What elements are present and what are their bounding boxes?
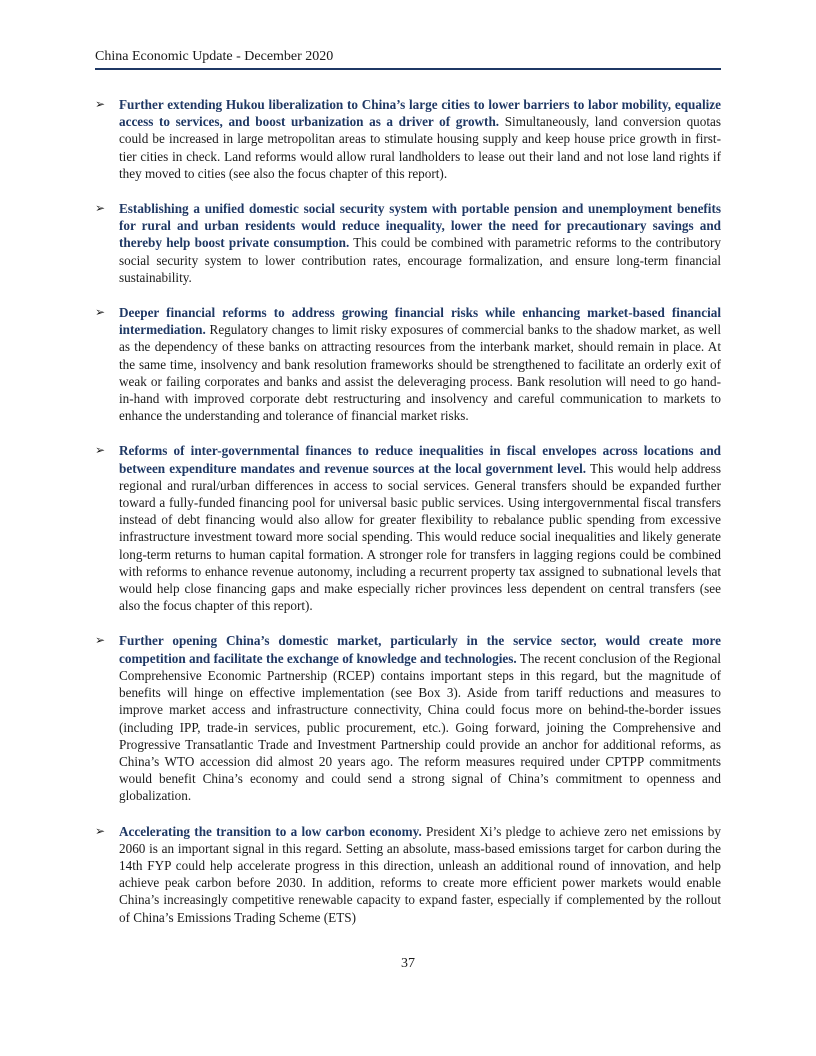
bullet-lead: Reforms of inter-governmental finances to reduce inequalities in fiscal envelopes across locations and between expenditure mandates and revenue sources at the local government level. <box>119 443 721 476</box>
bullet-item-intergovernmental-finances <box>95 442 721 614</box>
arrowhead-bullet-icon: ➢ <box>95 823 106 838</box>
bullet-body: Regulatory changes to limit risky exposures of commercial banks to the shadow market, as well as the dependency of these banks on attracting resources from the interbank market, should remain in place. At the same time, insolvency and bank resolution frameworks should be strengthened to facilitate an orderly exit of weak or failing corporates and banks and assist the deleveraging process. Bank resolution will need to go hand-in-hand with improved corporate debt restructuring and insolvency and careful communication to markets to enhance the understanding and tolerance of financial market risks. <box>119 322 721 424</box>
bullet-lead: Further extending Hukou liberalization to China’s large cities to lower barriers to labor mobility, equalize access to services, and boost urbanization as a driver of growth. <box>119 97 721 130</box>
bullet-item-hukou <box>95 96 721 182</box>
arrowhead-bullet-icon: ➢ <box>95 633 106 648</box>
bullet-body: This would help address regional and rural/urban differences in access to social services. General transfers should be expanded further toward a fully-funded financing pool for universal basic public services. Using intergovernmental fiscal transfers instead of debt financing would also allow for greater flexibility to rebalance public spending from excessive infrastructure investment toward more social spending. This would reduce social inequalities and likely generate long-term returns to human capital formation. A stronger role for transfers in lagging regions could be combined with reforms to enhance revenue autonomy, including a recurrent property tax assigned to subnational levels that would help close financing gaps and make especially richer provinces less dependent on central transfers (see also the focus chapter of this report). <box>119 460 721 614</box>
bullet-body: This could be combined with parametric reforms to the contributory social security system to lower contribution rates, encourage formalization, and ensure long-term financial sustainability. <box>119 235 721 285</box>
bullet-lead: Further opening China’s domestic market, particularly in the service sector, would create more competition and facilitate the exchange of knowledge and technologies. <box>119 633 721 666</box>
bullet-item-low-carbon <box>95 823 721 926</box>
bullet-item-social-security <box>95 200 721 286</box>
arrowhead-bullet-icon: ➢ <box>95 97 106 111</box>
arrowhead-bullet-icon: ➢ <box>95 443 106 458</box>
page-number: 37 <box>401 956 415 971</box>
bullet-item-market-opening <box>95 632 721 804</box>
bullet-lead: Establishing a unified domestic social security system with portable pension and unemployment benefits for rural and urban residents would reduce inequality, lower the need for precautionary savings and thereby help boost private consumption. <box>119 201 721 251</box>
bullet-body: Simultaneously, land conversion quotas could be increased in large metropolitan areas to stimulate housing supply and keep house price growth in first-tier cities in check. Land reforms would allow rural landholders to lease out their land and not lose land rights if they moved to cities (see also the focus chapter of this report). <box>119 114 721 181</box>
arrowhead-bullet-icon: ➢ <box>95 201 106 216</box>
arrowhead-bullet-icon: ➢ <box>95 305 106 320</box>
header-title: China Economic Update - December 2020 <box>95 49 334 64</box>
bullet-lead: Accelerating the transition to a low carbon economy. <box>119 823 422 839</box>
bullet-lead: Deeper financial reforms to address growing financial risks while enhancing market-based financial intermediation. <box>119 305 721 338</box>
bullet-body: President Xi’s pledge to achieve zero net emissions by 2060 is an important signal in this regard. Setting an absolute, mass-based emissions target for carbon during the 14th FYP could help accelerate progress in this direction, unleash an additional round of innovation, and help achieve peak carbon before 2030. In addition, reforms to create more efficient power markets would enable China’s increasingly competitive renewable capacity to expand faster, especially if complemented by the rollout of China’s Emissions Trading Scheme (ETS) <box>119 823 721 925</box>
page-body <box>95 96 721 944</box>
bullet-item-financial-reforms <box>95 304 721 424</box>
page-header <box>95 48 721 70</box>
bullet-body: The recent conclusion of the Regional Comprehensive Economic Partnership (RCEP) contains important steps in this regard, but the magnitude of benefits will hinge on effective implementation (see Box 3). Aside from tariff reductions and measures to improve market access and infrastructure connectivity, China could focus more on behind-the-border issues (including IPP, trade-in services, public procurement, etc.). Going forward, joining the Comprehensive and Progressive Transatlantic Trade and Investment Partnership could provide an anchor for additional reforms, as China’s WTO accession did almost 20 years ago. The reform measures required under CPTPP commitments would benefit China’s economy and could send a strong signal of China’s commitment to openness and globalization. <box>119 650 721 804</box>
